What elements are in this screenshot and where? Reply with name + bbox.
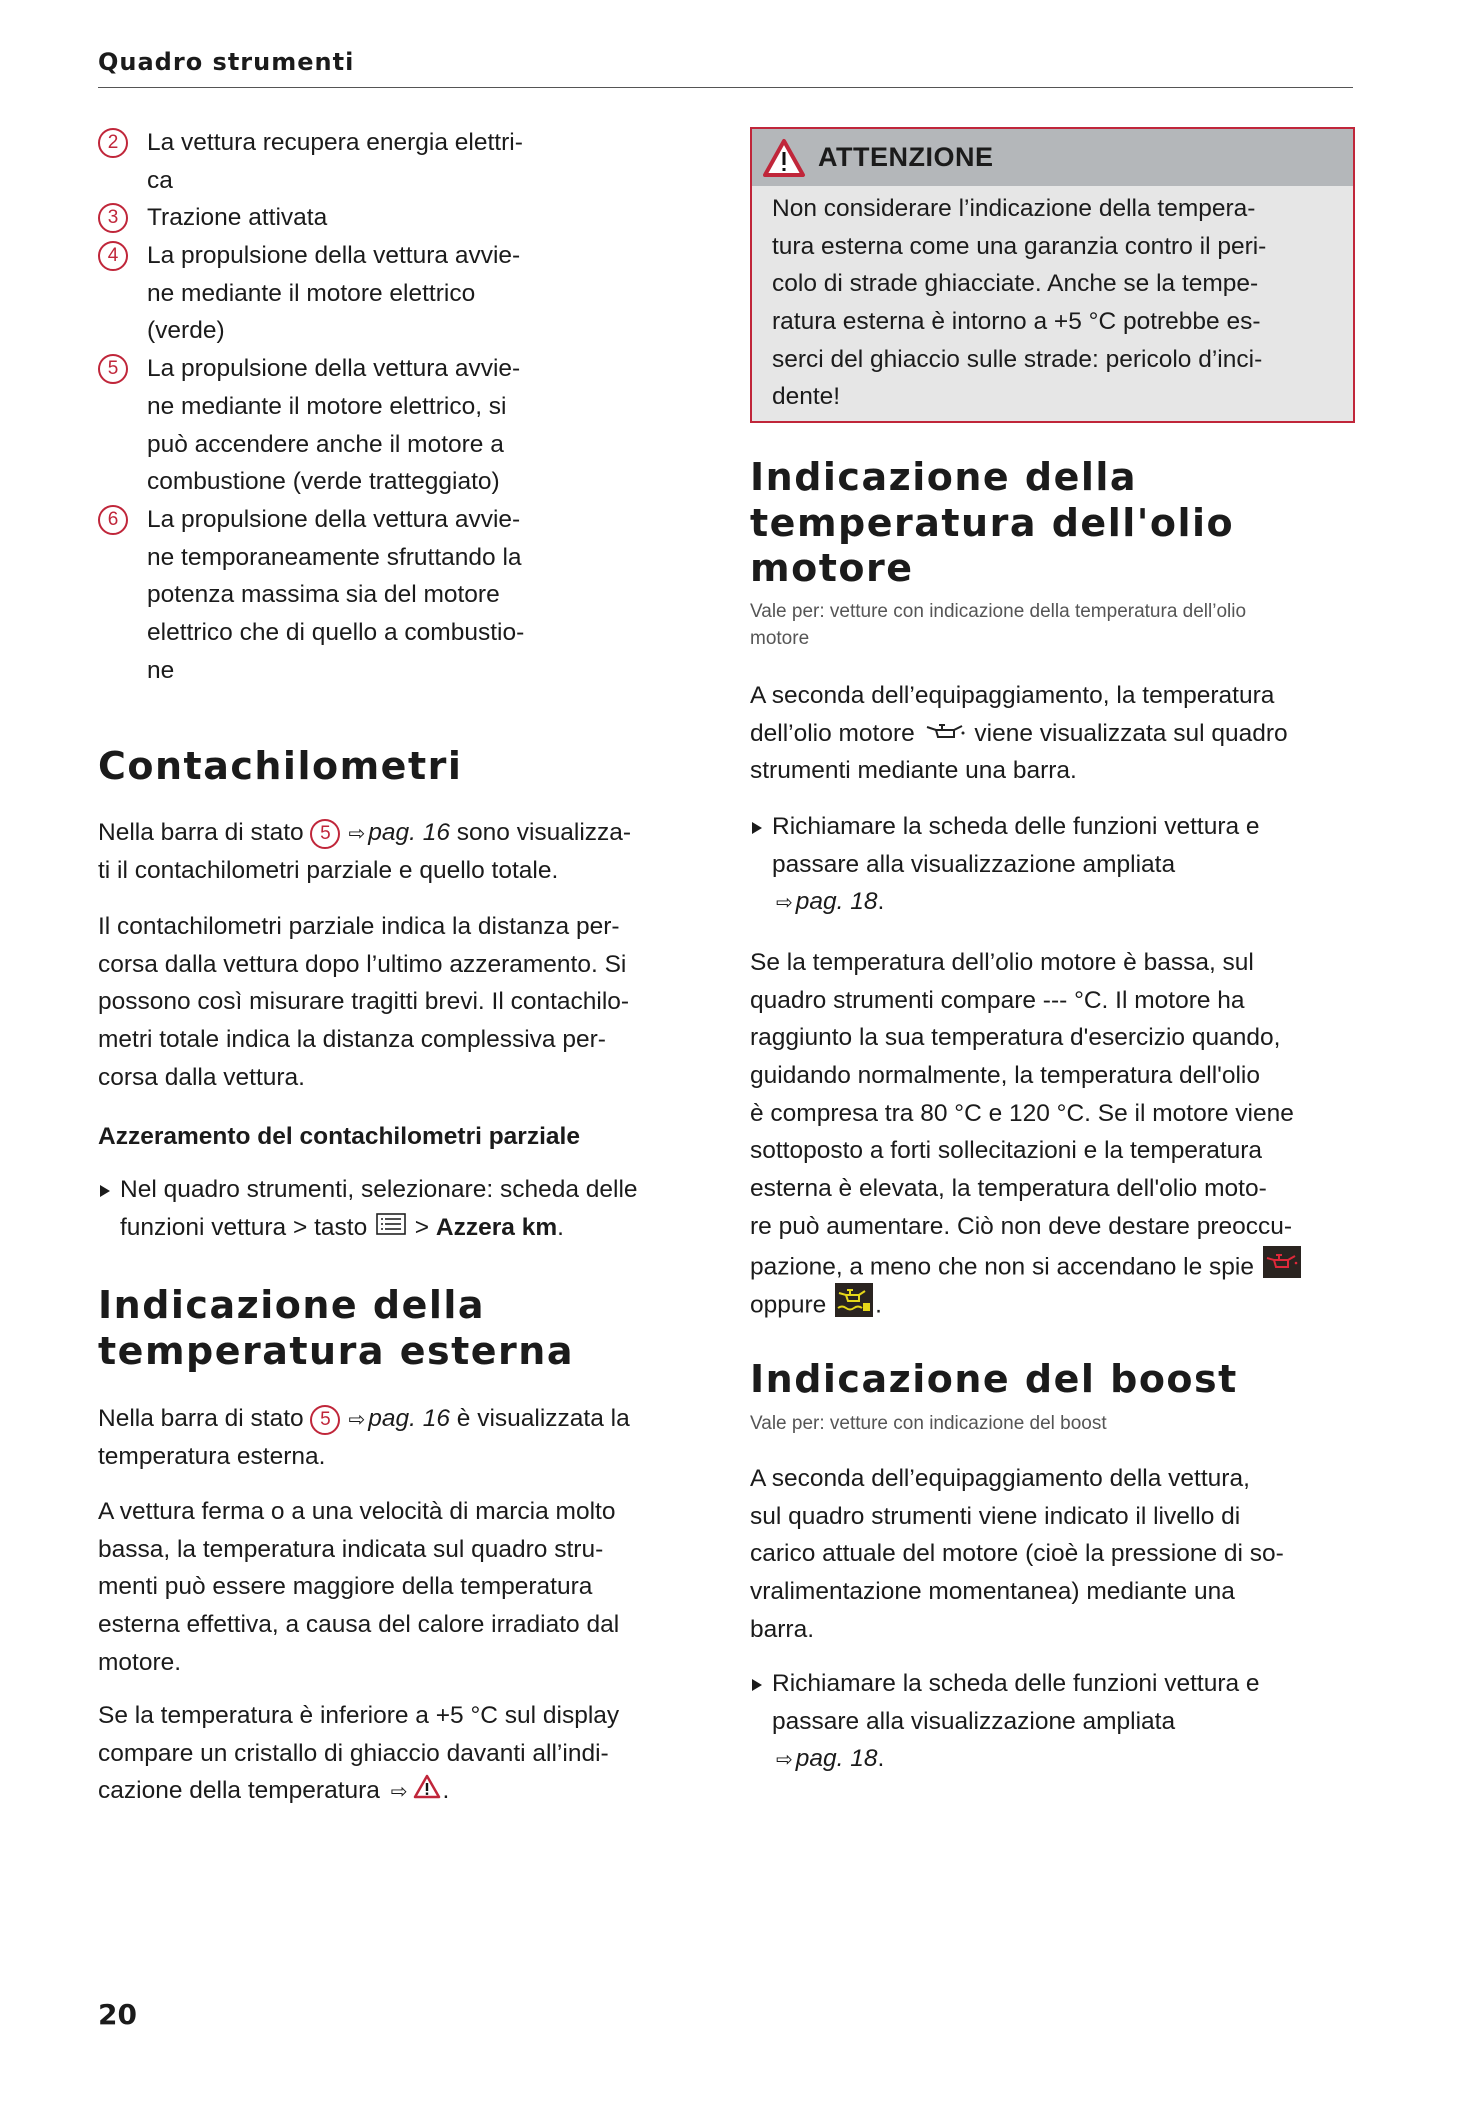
oil-level-yellow-icon	[835, 1283, 873, 1329]
cross-reference-arrow-icon: ⇨	[390, 1781, 408, 1804]
text-segment: Richiamare la scheda delle funzioni vettura e	[772, 1670, 1260, 1697]
sub-reset	[98, 1118, 580, 1156]
text-line	[147, 124, 524, 162]
text-segment: ne mediante il motore elettrico, si	[147, 392, 507, 420]
cross-reference-arrow-icon: ⇨	[776, 892, 793, 915]
legend-items	[98, 124, 524, 689]
text-segment: A seconda dell’equipaggiamento della vettura,	[750, 1465, 1250, 1492]
text-segment: Se la temperatura dell’olio motore è bassa, sul	[750, 949, 1254, 976]
text-segment: Nella barra di stato	[98, 1405, 311, 1432]
text-segment: La propulsione della vettura avvie-	[147, 355, 521, 383]
text-segment: ne mediante il motore elettrico	[147, 279, 476, 307]
text-segment: carico attuale del motore (cioè la pressione di so-	[750, 1540, 1284, 1568]
text-line	[147, 312, 524, 350]
text-line	[750, 752, 1288, 790]
text-segment: compare un cristallo di ghiaccio davanti all’indi-	[98, 1739, 609, 1767]
legend-item-3	[98, 199, 524, 237]
text-segment: Nella barra di stato	[98, 819, 311, 846]
text-line	[98, 1531, 619, 1569]
text-segment: .	[875, 1291, 882, 1319]
text-line	[98, 1493, 619, 1531]
text-segment: guidando normalmente, la temperatura dell'olio	[750, 1062, 1260, 1090]
warning-title: ATTENZIONE	[818, 142, 994, 172]
circled-number-5: 5	[310, 1405, 340, 1435]
section-heading: Indicazione della	[98, 1283, 486, 1327]
text-line	[98, 1606, 619, 1644]
text-segment: metri totale indica la distanza complessiva per-	[98, 1026, 606, 1054]
text-segment: Il contachilometri parziale indica la distanza per-	[98, 913, 620, 940]
warning-line: colo di strade ghiacciate. Anche se la tempe-	[772, 270, 1259, 298]
section-heading: temperatura esterna	[98, 1328, 574, 1373]
text-segment: (verde)	[147, 317, 225, 345]
text-segment: A seconda dell’equipaggiamento, la temperatura	[750, 682, 1275, 709]
circled-number-5: 5	[310, 819, 340, 849]
text-line	[98, 1644, 619, 1682]
text-segment: passare alla visualizzazione ampliata	[772, 850, 1176, 878]
cross-reference-arrow-icon: ⇨	[348, 1409, 366, 1431]
text-line	[750, 1246, 1303, 1284]
text-segment: menti può essere maggiore della temperatura	[98, 1573, 593, 1601]
circled-number-4: 4	[98, 241, 128, 271]
circled-number-6: 6	[98, 505, 128, 535]
text-line	[98, 1735, 619, 1773]
subheading: Azzeramento del contachilometri parziale	[98, 1123, 580, 1150]
text-line	[750, 1573, 1284, 1611]
text-line	[147, 539, 524, 577]
b-reset	[98, 1171, 638, 1246]
text-line	[98, 1568, 619, 1606]
page-reference-link[interactable]: pag. 18	[795, 1745, 878, 1773]
text-segment: motore.	[98, 1648, 182, 1676]
text-line	[147, 652, 524, 690]
text-line	[750, 1498, 1284, 1536]
text-line	[750, 1095, 1303, 1133]
text-segment: .	[877, 1745, 885, 1773]
section-heading: motore	[750, 546, 914, 590]
b-boost	[750, 1665, 1260, 1778]
cross-reference-arrow-icon: ⇨	[348, 823, 366, 845]
instruction-step	[98, 1171, 638, 1246]
text-line	[98, 1400, 630, 1438]
header-rule	[98, 87, 1353, 88]
text-segment: pazione, a meno che non si accendano le spie	[750, 1252, 1261, 1280]
text-segment: oppure	[750, 1291, 834, 1319]
b-oil	[750, 808, 1260, 921]
text-line	[772, 883, 1260, 921]
text-line	[147, 199, 524, 237]
text-segment: >	[408, 1213, 436, 1241]
text-segment: bassa, la temperatura indicata sul quadro stru-	[98, 1535, 604, 1563]
text-line	[98, 852, 631, 890]
text-line	[772, 1740, 1260, 1778]
text-line	[750, 1611, 1284, 1649]
text-line	[750, 1208, 1303, 1246]
section-heading: temperatura dell'olio	[750, 500, 1235, 545]
page-number: 20	[98, 1998, 137, 2031]
text-line	[750, 982, 1303, 1020]
text-line	[750, 1170, 1303, 1208]
text-line	[147, 426, 524, 464]
text-line	[120, 1209, 638, 1247]
text-line	[120, 1171, 638, 1209]
text-line	[98, 1772, 619, 1810]
text-segment: temperatura esterna.	[98, 1442, 326, 1470]
warning-triangle-icon	[762, 138, 806, 178]
section-heading: Contachilometri	[98, 744, 463, 788]
text-segment: sottoposto a forti sollecitazioni e la temperatura	[750, 1137, 1263, 1165]
page-reference-link[interactable]: pag. 16	[368, 819, 450, 846]
legend-item-4	[98, 237, 524, 350]
warning-body	[752, 186, 1353, 416]
text-line	[98, 983, 629, 1021]
text-line	[98, 946, 629, 984]
p-oil-1	[750, 677, 1288, 790]
p-ext-1	[98, 1400, 630, 1475]
p-boost	[750, 1460, 1284, 1648]
section-heading: Indicazione della	[750, 455, 1138, 499]
text-line	[750, 1057, 1303, 1095]
h-ext-temp	[98, 1283, 574, 1374]
text-segment: .	[442, 1777, 450, 1805]
text-line	[98, 814, 631, 852]
p-ext-3	[98, 1697, 619, 1810]
text-segment: esterna è elevata, la temperatura dell'olio moto-	[750, 1175, 1267, 1203]
text-line	[750, 1535, 1284, 1573]
applicability-note: motore	[750, 628, 810, 649]
text-line	[147, 501, 524, 539]
h-oil	[750, 455, 1234, 592]
text-line	[147, 576, 524, 614]
text-segment: strumenti mediante una barra.	[750, 757, 1077, 785]
text-line	[772, 808, 1260, 846]
text-segment: ne temporaneamente sfruttando la	[147, 543, 522, 571]
text-segment: cazione della temperatura	[98, 1777, 387, 1805]
oil-pressure-red-icon	[1263, 1246, 1301, 1290]
text-line	[750, 677, 1288, 715]
text-segment: quadro strumenti compare --- °C. Il motore ha	[750, 986, 1245, 1014]
page-reference-link[interactable]: pag. 18	[795, 888, 878, 916]
h-boost	[750, 1357, 1238, 1403]
text-line	[98, 1021, 629, 1059]
circled-number-2: 2	[98, 128, 128, 158]
text-line	[98, 908, 629, 946]
warning-line: tura esterna come una garanzia contro il peri-	[772, 232, 1267, 260]
legend-item-5	[98, 350, 524, 501]
text-segment: A vettura ferma o a una velocità di marcia molto	[98, 1498, 616, 1525]
warning-line: ratura esterna è intorno a +5 °C potrebbe es-	[772, 308, 1261, 336]
text-segment: è compresa tra 80 °C e 120 °C. Se il motore viene	[750, 1099, 1294, 1127]
legend-item-6	[98, 501, 524, 689]
running-header: Quadro strumenti	[98, 48, 355, 76]
warning-line: serci del ghiaccio sulle strade: pericolo d’inci-	[772, 345, 1263, 373]
text-line	[98, 1697, 619, 1735]
text-segment: La propulsione della vettura avvie-	[147, 505, 521, 533]
text-segment: esterna effettiva, a causa del calore irradiato dal	[98, 1611, 620, 1639]
warning-line: Non considerare l’indicazione della tempera-	[772, 195, 1256, 222]
v-oil	[750, 598, 1246, 652]
v-boost	[750, 1410, 1107, 1437]
bold-text: Azzera km	[435, 1213, 558, 1241]
cross-reference-arrow-icon: ⇨	[776, 1749, 793, 1772]
page-reference-link[interactable]: pag. 16	[368, 1405, 450, 1432]
p-oil-2	[750, 944, 1303, 1321]
text-segment: Nel quadro strumenti, selezionare: scheda delle	[120, 1176, 638, 1203]
text-segment: barra.	[750, 1615, 815, 1643]
text-line	[98, 1059, 629, 1097]
text-line	[147, 237, 524, 275]
text-line	[147, 350, 524, 388]
text-segment: ca	[147, 166, 173, 194]
text-segment: passare alla visualizzazione ampliata	[772, 1707, 1176, 1735]
list-menu-icon	[376, 1209, 406, 1247]
text-segment: La vettura recupera energia elettri-	[147, 129, 523, 156]
text-line	[750, 1460, 1284, 1498]
text-segment: vralimentazione momentanea) mediante una	[750, 1578, 1235, 1606]
text-line	[772, 1703, 1260, 1741]
text-segment: raggiunto la sua temperatura d'esercizio quando,	[750, 1024, 1281, 1052]
text-segment: può accendere anche il motore a	[147, 430, 504, 458]
text-segment: ti il contachilometri parziale e quello totale.	[98, 856, 559, 884]
warning-header	[752, 129, 1353, 186]
text-line	[147, 463, 524, 501]
text-segment: Trazione attivata	[147, 204, 328, 232]
section-heading: Indicazione del boost	[750, 1357, 1238, 1401]
text-line	[147, 614, 524, 652]
text-segment: corsa dalla vettura dopo l’ultimo azzeramento. Si	[98, 950, 627, 978]
text-line	[772, 1665, 1260, 1703]
circled-number-3: 3	[98, 203, 128, 233]
instruction-step	[750, 1665, 1260, 1778]
text-segment: Richiamare la scheda delle funzioni vettura e	[772, 813, 1260, 840]
text-line	[147, 275, 524, 313]
p-ext-2	[98, 1493, 619, 1681]
text-segment: Se la temperatura è inferiore a +5 °C sul display	[98, 1702, 620, 1729]
text-line	[750, 1019, 1303, 1057]
legend-item-2	[98, 124, 524, 199]
warning-box	[750, 127, 1355, 423]
text-line	[750, 1283, 1303, 1321]
text-segment: La propulsione della vettura avvie-	[147, 242, 521, 270]
text-line	[750, 715, 1288, 753]
text-line	[98, 1438, 630, 1476]
oil-temperature-icon	[924, 715, 966, 753]
text-segment: elettrico che di quello a combustio-	[147, 618, 525, 646]
p-odo-2	[98, 908, 629, 1096]
text-segment: viene visualizzata sul quadro	[967, 719, 1288, 747]
text-segment: possono così misurare tragitti brevi. Il contachilo-	[98, 988, 630, 1016]
text-segment: re può aumentare. Ciò non deve destare preoccu-	[750, 1212, 1293, 1240]
text-line	[772, 846, 1260, 884]
text-segment: combustione (verde tratteggiato)	[147, 468, 500, 496]
instruction-step	[750, 808, 1260, 921]
text-segment: corsa dalla vettura.	[98, 1063, 305, 1091]
circled-number-5: 5	[98, 354, 128, 384]
text-segment: è visualizzata la	[449, 1405, 630, 1432]
text-segment: funzioni vettura > tasto	[120, 1213, 374, 1241]
warning-triangle-icon	[413, 1773, 441, 1811]
text-segment: dell’olio motore	[750, 719, 922, 747]
applicability-note: Vale per: vetture con indicazione del boost	[750, 1413, 1107, 1434]
text-line	[147, 162, 524, 200]
warning-line: dente!	[772, 383, 841, 411]
text-segment: sul quadro strumenti viene indicato il livello di	[750, 1502, 1241, 1530]
applicability-note: Vale per: vetture con indicazione della temperatura dell’olio	[750, 601, 1247, 622]
text-segment: .	[557, 1213, 564, 1241]
text-line	[750, 1132, 1303, 1170]
h-contachilometri	[98, 744, 462, 790]
text-segment: .	[877, 888, 885, 916]
p-odo-1	[98, 814, 631, 889]
text-line	[750, 944, 1303, 982]
text-segment: sono visualizza-	[449, 819, 632, 846]
text-line	[147, 388, 524, 426]
text-segment: ne	[147, 656, 175, 684]
text-segment: potenza massima sia del motore	[147, 581, 500, 609]
